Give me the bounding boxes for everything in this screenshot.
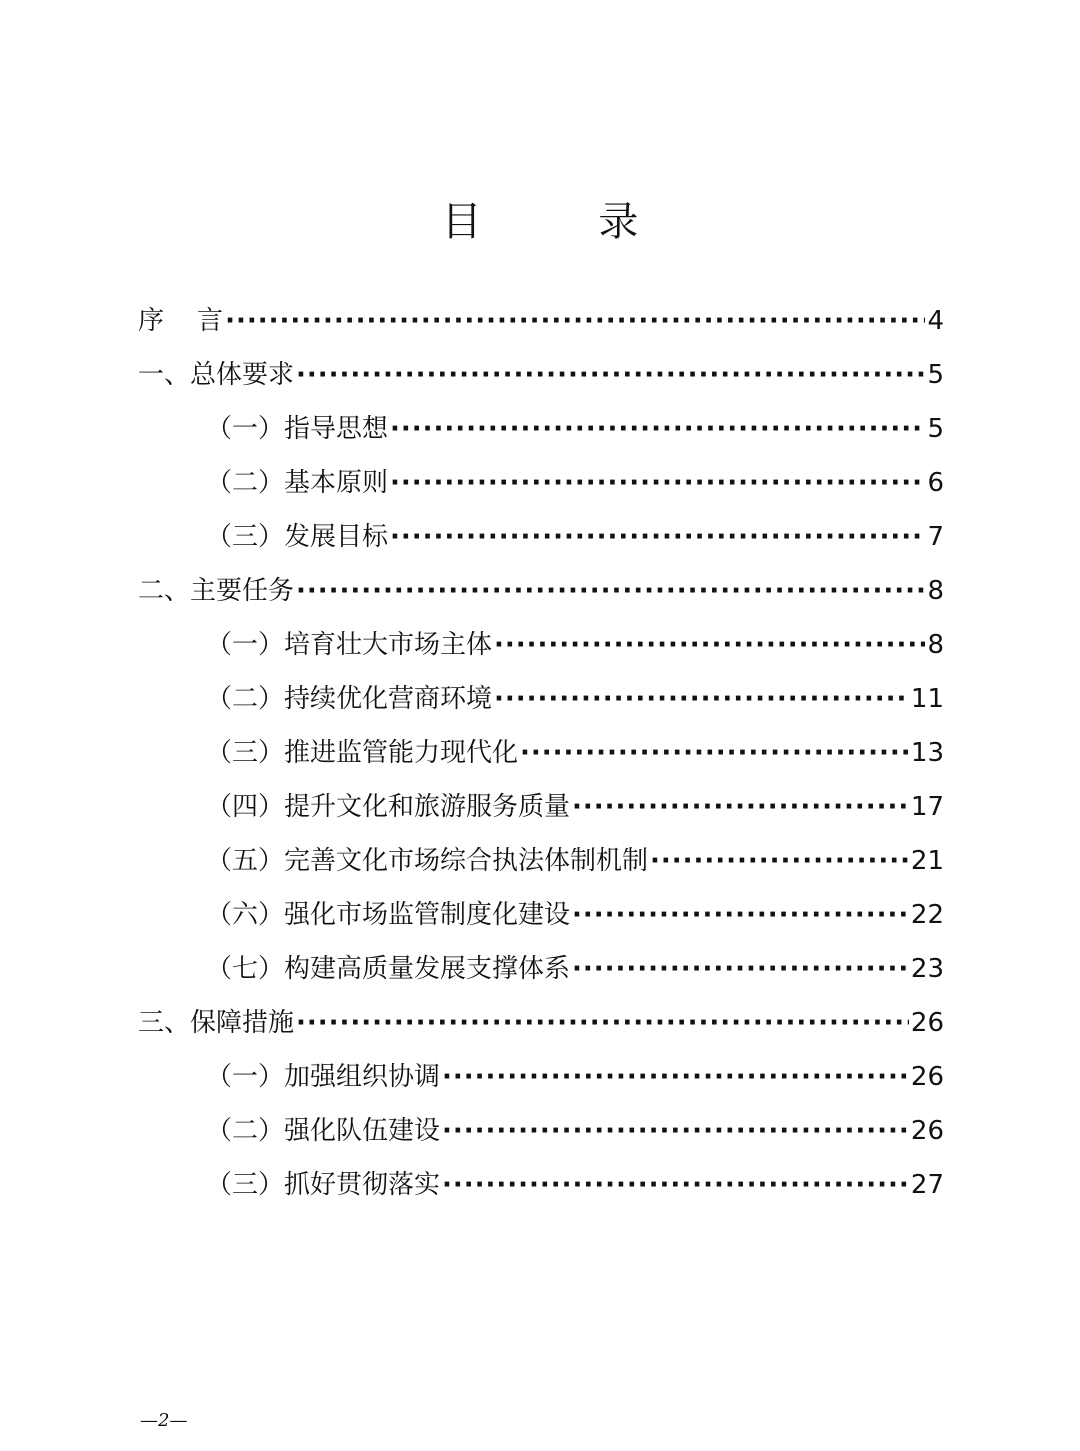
table-of-contents — [138, 300, 944, 1218]
dot-leader — [296, 576, 925, 606]
toc-page: 17 — [910, 792, 944, 822]
toc-label: （五）完善文化市场综合执法体制机制 — [206, 846, 649, 876]
toc-label: 二、主要任务 — [138, 576, 295, 606]
dot-leader — [494, 684, 909, 714]
toc-label: （六）强化市场监管制度化建设 — [206, 900, 571, 930]
page-title: 目 录 — [441, 199, 691, 245]
toc-entry[interactable] — [138, 354, 944, 408]
dot-leader — [442, 1116, 909, 1146]
toc-entry[interactable] — [138, 624, 944, 678]
toc-entry[interactable] — [138, 732, 944, 786]
toc-page: 23 — [910, 954, 944, 984]
toc-page: 8 — [927, 630, 944, 660]
toc-entry[interactable] — [138, 786, 944, 840]
toc-label: （七）构建高质量发展支撑体系 — [206, 954, 571, 984]
toc-label: （四）提升文化和旅游服务质量 — [206, 792, 571, 822]
toc-page: 11 — [910, 684, 944, 714]
toc-page: 27 — [910, 1170, 944, 1200]
dot-leader — [442, 1170, 909, 1200]
toc-entry[interactable] — [138, 570, 944, 624]
toc-entry[interactable] — [138, 1164, 944, 1218]
toc-label: （三）抓好贯彻落实 — [206, 1170, 441, 1200]
toc-entry[interactable] — [138, 1110, 944, 1164]
dot-leader — [520, 738, 909, 768]
dot-leader — [390, 414, 925, 444]
toc-entry[interactable] — [138, 408, 944, 462]
dot-leader — [225, 306, 925, 336]
toc-entry[interactable] — [138, 894, 944, 948]
toc-entry[interactable] — [138, 516, 944, 570]
page-number: —2— — [140, 1410, 188, 1431]
toc-entry[interactable] — [138, 462, 944, 516]
toc-label: （一）培育壮大市场主体 — [206, 630, 493, 660]
toc-label: （一）加强组织协调 — [206, 1062, 441, 1092]
dot-leader — [494, 630, 925, 660]
toc-page: 5 — [927, 360, 944, 390]
toc-page: 21 — [910, 846, 944, 876]
toc-label: 一、总体要求 — [138, 360, 295, 390]
dot-leader — [572, 792, 909, 822]
toc-page: 4 — [927, 306, 944, 336]
toc-page: 26 — [910, 1062, 944, 1092]
toc-label: （二）基本原则 — [206, 468, 389, 498]
toc-page: 8 — [927, 576, 944, 606]
toc-entry[interactable] — [138, 1056, 944, 1110]
toc-page: 26 — [910, 1008, 944, 1038]
dot-leader — [390, 468, 925, 498]
dot-leader — [296, 1008, 909, 1038]
dot-leader — [442, 1062, 909, 1092]
dot-leader — [390, 522, 925, 552]
toc-label: 序 言 — [138, 306, 224, 336]
toc-page: 26 — [910, 1116, 944, 1146]
toc-entry[interactable] — [138, 948, 944, 1002]
toc-entry[interactable] — [138, 300, 944, 354]
toc-page: 5 — [927, 414, 944, 444]
toc-page: 22 — [910, 900, 944, 930]
toc-label: （二）强化队伍建设 — [206, 1116, 441, 1146]
toc-page: 6 — [927, 468, 944, 498]
toc-label: 三、保障措施 — [138, 1008, 295, 1038]
toc-page: 7 — [927, 522, 944, 552]
toc-label: （二）持续优化营商环境 — [206, 684, 493, 714]
toc-entry[interactable] — [138, 1002, 944, 1056]
toc-label: （三）发展目标 — [206, 522, 389, 552]
dot-leader — [572, 954, 909, 984]
toc-label: （三）推进监管能力现代化 — [206, 738, 519, 768]
toc-entry[interactable] — [138, 840, 944, 894]
toc-label: （一）指导思想 — [206, 414, 389, 444]
dot-leader — [650, 846, 909, 876]
toc-entry[interactable] — [138, 678, 944, 732]
toc-page: 13 — [910, 738, 944, 768]
dot-leader — [572, 900, 909, 930]
dot-leader — [296, 360, 925, 390]
